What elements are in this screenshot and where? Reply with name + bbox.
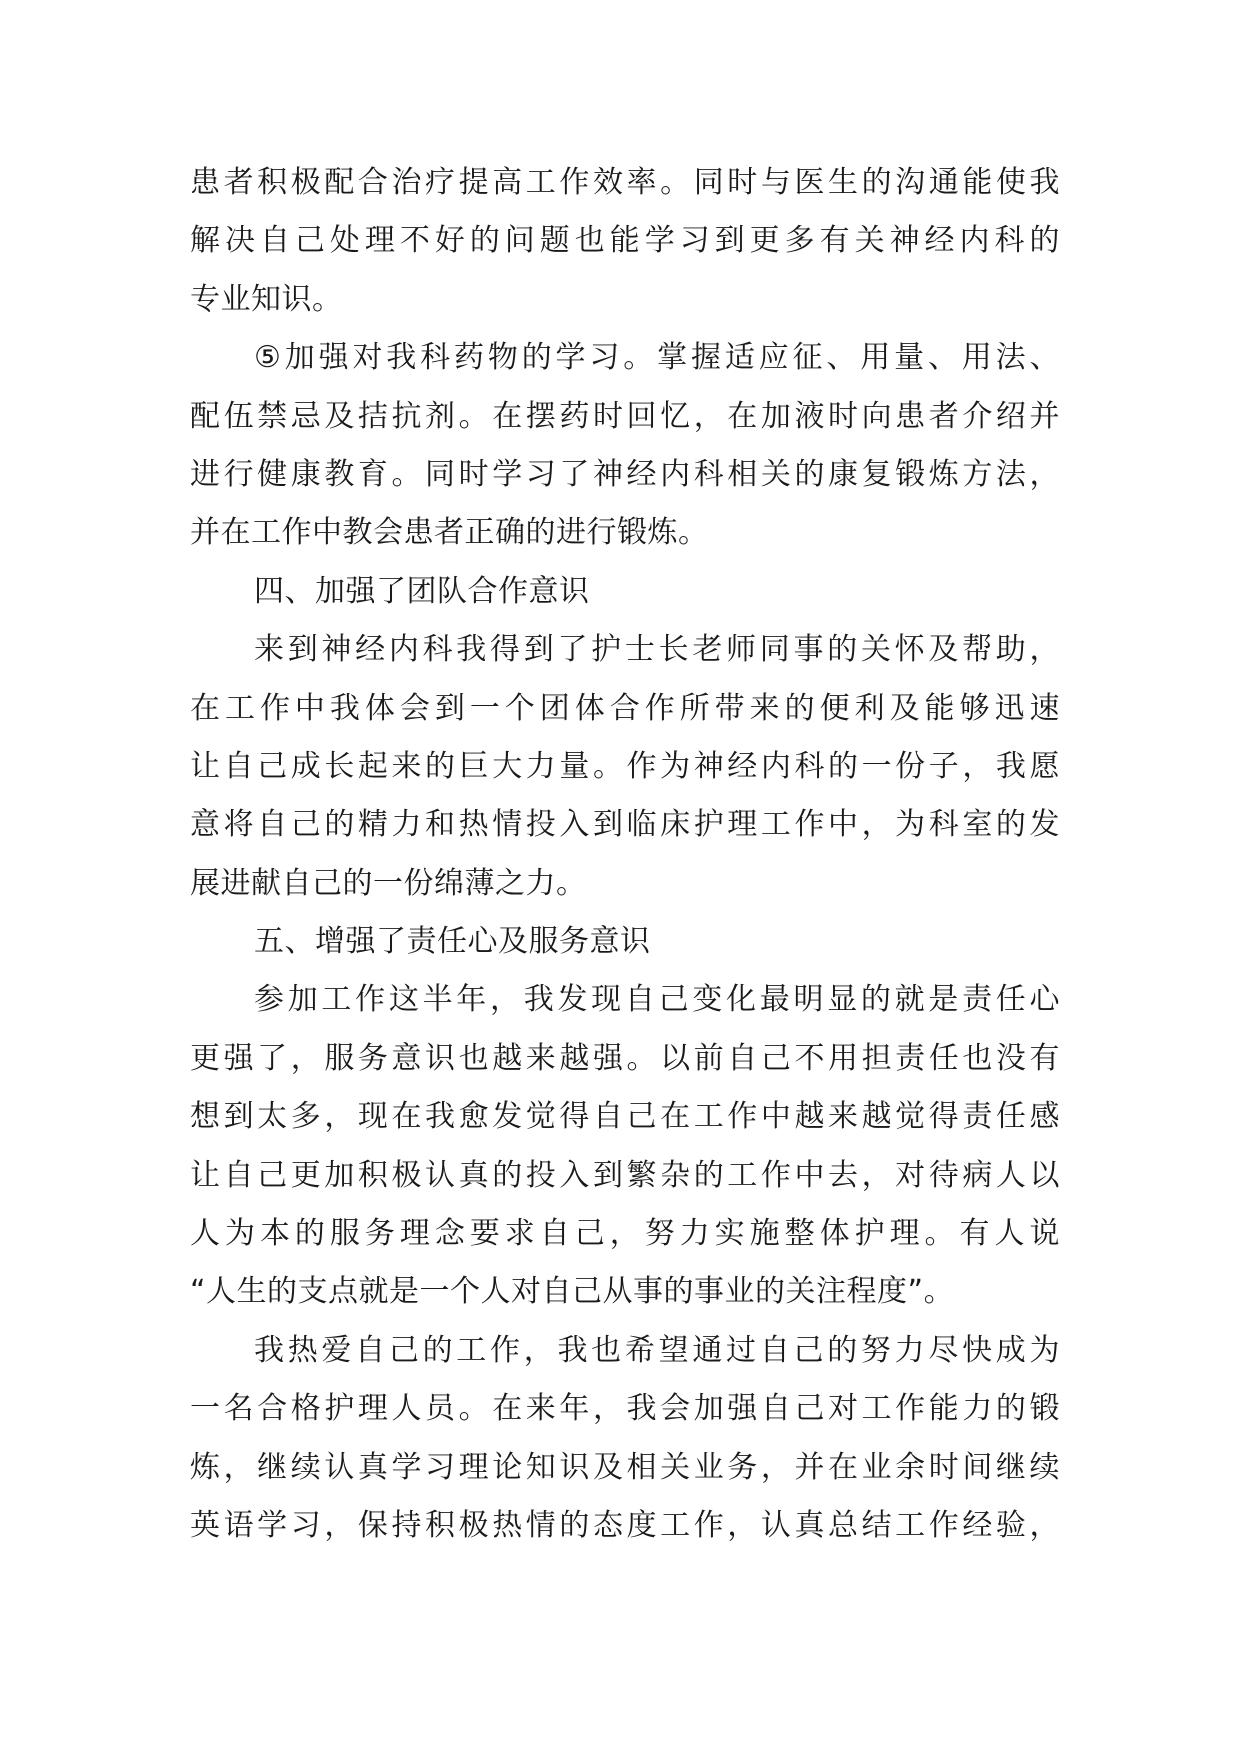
text-line: 一名合格护理人员。在来年，我会加强自己对工作能力的锻 bbox=[190, 1391, 1060, 1427]
text-line: 更强了，服务意识也越来越强。以前自己不用担责任也没有 bbox=[190, 1040, 1060, 1076]
text-line: 并在工作中教会患者正确的进行锻炼。 bbox=[190, 515, 709, 551]
text-line: 我热爱自己的工作，我也希望通过自己的努力尽快成为 bbox=[254, 1332, 1060, 1368]
text-line: 配伍禁忌及拮抗剂。在摆药时回忆，在加液时向患者介绍并 bbox=[190, 398, 1060, 434]
document-body bbox=[190, 154, 1060, 1555]
text-line: 来到神经内科我得到了护士长老师同事的关怀及帮助， bbox=[254, 632, 1060, 668]
text-line: “人生的支点就是一个人对自己从事的事业的关注程度”。 bbox=[190, 1274, 955, 1310]
text-line: 想到太多，现在我愈发觉得自己在工作中越来越觉得责任感 bbox=[190, 1099, 1060, 1135]
section-heading: 五、增强了责任心及服务意识 bbox=[254, 924, 651, 960]
text-line: 展进献自己的一份绵薄之力。 bbox=[190, 865, 587, 901]
text-line: 炼，继续认真学习理论知识及相关业务，并在业余时间继续 bbox=[190, 1449, 1060, 1485]
text-line: 英语学习，保持积极热情的态度工作，认真总结工作经验， bbox=[190, 1507, 1060, 1543]
text-line: 人为本的服务理念要求自己，努力实施整体护理。有人说 bbox=[190, 1216, 1060, 1252]
section-heading: 四、加强了团队合作意识 bbox=[254, 573, 590, 609]
text-line: 参加工作这半年，我发现自己变化最明显的就是责任心 bbox=[254, 982, 1060, 1018]
text-line: 专业知识。 bbox=[190, 281, 343, 317]
text-line: 患者积极配合治疗提高工作效率。同时与医生的沟通能使我 bbox=[190, 165, 1060, 200]
text-line: 在工作中我体会到一个团体合作所带来的便利及能够迅速 bbox=[190, 690, 1060, 726]
text-line: ⑤加强对我科药物的学习。掌握适应征、用量、用法、 bbox=[254, 340, 1060, 376]
text-line: 意将自己的精力和热情投入到临床护理工作中，为科室的发 bbox=[190, 807, 1060, 843]
text-line: 解决自己处理不好的问题也能学习到更多有关神经内科的 bbox=[190, 223, 1060, 259]
text-line: 让自己更加积极认真的投入到繁杂的工作中去，对待病人以 bbox=[190, 1157, 1060, 1193]
text-line: 让自己成长起来的巨大力量。作为神经内科的一份子，我愿 bbox=[190, 748, 1060, 784]
text-line: 进行健康教育。同时学习了神经内科相关的康复锻炼方法， bbox=[190, 456, 1060, 492]
